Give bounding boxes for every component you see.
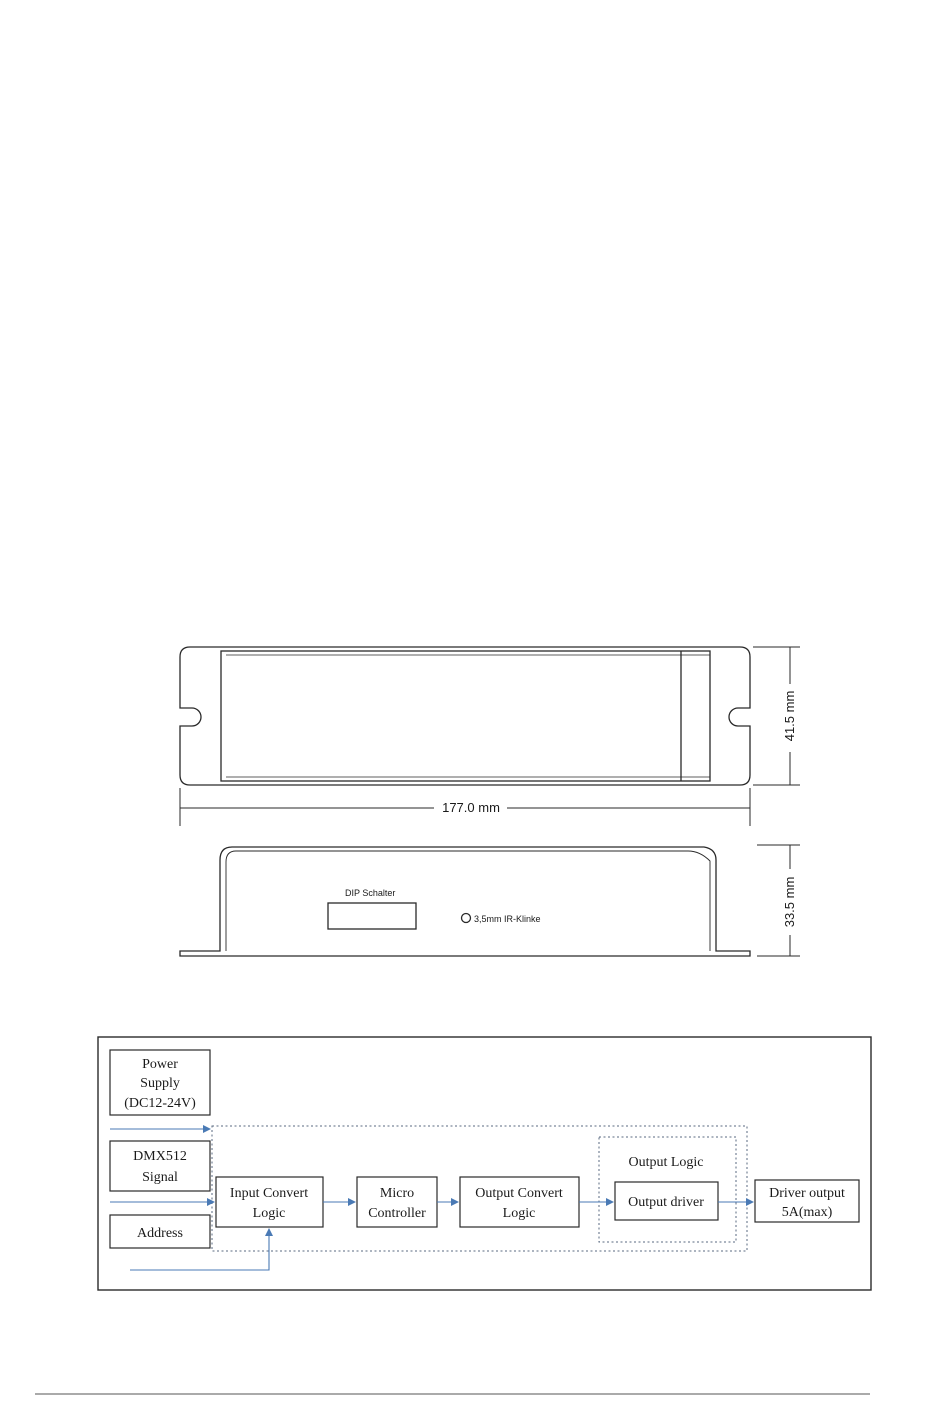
dip-switch-slot [328, 903, 416, 929]
dmx-signal-line-2: Signal [142, 1170, 178, 1185]
dmx-signal-line-1: DMX512 [133, 1149, 187, 1164]
block-diagram-frame [98, 1037, 871, 1290]
width-dimension-label: 177.0 mm [442, 800, 500, 815]
driver-output-line-1: Driver output [769, 1186, 845, 1201]
top-view-housing [221, 651, 710, 781]
address-label: Address [137, 1226, 183, 1241]
micro-controller-line-1: Micro [379, 1186, 415, 1201]
side-view-housing [180, 847, 750, 956]
power-supply-line-3: (DC12-24V) [124, 1096, 196, 1111]
input-convert-line-1: Input Convert [229, 1186, 309, 1201]
driver-output-block [755, 1180, 859, 1222]
power-supply-block [110, 1050, 210, 1115]
top-view-drawing [180, 647, 750, 785]
address-block [110, 1215, 210, 1248]
side-height-dimension-label: 33.5 mm [782, 876, 797, 928]
input-convert-line-2: Logic [252, 1206, 286, 1221]
output-convert-line-2: Logic [502, 1206, 536, 1221]
input-convert-logic-block [216, 1177, 323, 1227]
output-driver-block [615, 1182, 718, 1220]
micro-controller-line-2: Controller [368, 1206, 426, 1221]
top-height-dimension-label: 41.5 mm [782, 690, 797, 742]
driver-output-line-2: 5A(max) [781, 1205, 833, 1220]
power-supply-line-1: Power [142, 1057, 178, 1072]
power-supply-line-2: Supply [140, 1076, 180, 1091]
dip-switch-label: DIP Schalter [345, 888, 396, 898]
top-view-mounting-plate [180, 647, 750, 785]
dmx-signal-block [110, 1141, 210, 1191]
output-convert-line-1: Output Convert [475, 1186, 563, 1201]
side-view-drawing [180, 847, 750, 956]
micro-controller-block [357, 1177, 437, 1227]
output-logic-label: Output Logic [628, 1155, 704, 1170]
ir-jack-label: 3,5mm IR-Klinke [474, 914, 541, 924]
output-driver-label: Output driver [628, 1195, 704, 1210]
ir-jack-hole [462, 914, 471, 923]
output-convert-logic-block [460, 1177, 579, 1227]
